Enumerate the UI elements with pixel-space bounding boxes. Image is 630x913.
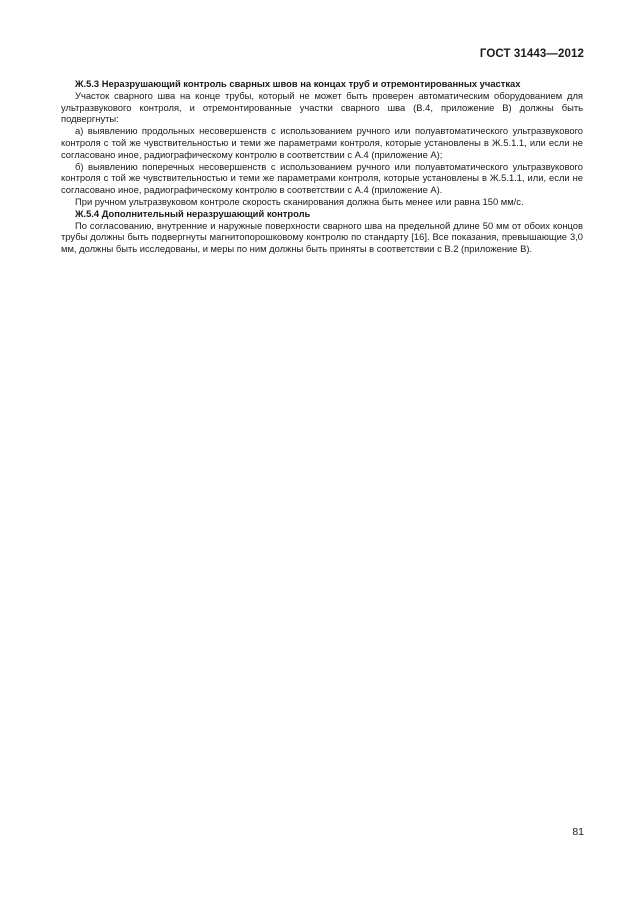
section-heading-zh-5-3: Ж.5.3 Неразрушающий контроль сварных швов на концах труб и отремонтированных участках [75, 78, 521, 89]
paragraph-intro: Участок сварного шва на конце трубы, который не может быть проверен автоматическим оборудованием для ультразвукового контроля, и отремонтированные участки сварного шва (В.4, приложение В) должны быть подвергнуты: [61, 89, 583, 125]
paragraph-item-a: а) выявлению продольных несовершенств с использованием ручного или полуавтоматического ультразвукового контроля с той же чувствительностью и теми же параметрами контроля, которые установлены в Ж.5.1.1, или если не согласовано иное, радиографическому контролю в соответствии с А.4 (приложение А); [61, 125, 583, 160]
document-standard-header: ГОСТ 31443—2012 [479, 48, 584, 60]
section-heading-zh-5-4: Ж.5.4 Дополнительный неразрушающий контроль [75, 207, 311, 219]
page-number: 81 [572, 826, 584, 838]
paragraph-item-b: б) выявлению поперечных несовершенств с использованием ручного или полуавтоматического ультразвукового контроля с той же чувствительностью и теми же параметрами контроля, которые установлены в Ж.5.1.1, или, если не согласовано иное, радиографическому контролю в соответствии с А.4 (приложение А). [61, 160, 583, 196]
paragraph-scan-speed: При ручном ультразвуковом контроле скорость сканирования должна быть менее или равна 150 мм/с. [75, 195, 524, 207]
paragraph-additional-ndt: По согласованию, внутренние и наружные поверхности сварного шва на предельной длине 50 мм от обоих концов трубы должны быть подвергнуты магнитопорошковому контролю по стандарту [16]. Все показания, превышающие 3,0 мм, должны быть исследованы, и меры по ним должны быть приняты в соответствии с В.2 (приложение В). [61, 219, 583, 255]
document-body [61, 78, 583, 255]
